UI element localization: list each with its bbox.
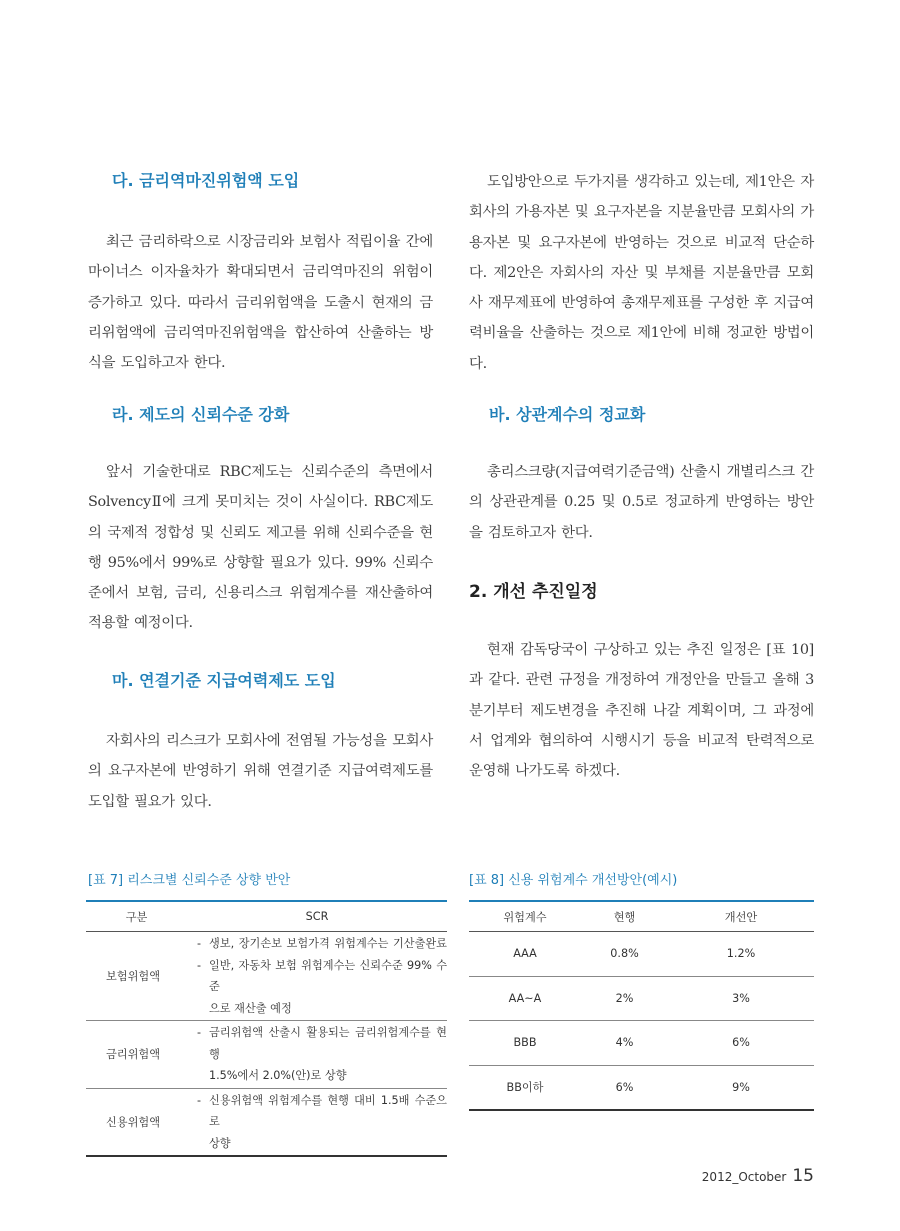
table8-improved-cell: 9% <box>732 1080 750 1094</box>
table7-item-continuation: 1.5%에서 2.0%(안)로 상향 <box>209 1069 347 1082</box>
table7-scr-item <box>197 955 447 1020</box>
table7-header-scr: SCR <box>187 901 447 932</box>
table8-coefficient-cell: AAA <box>469 932 581 977</box>
section-2-body: 현재 감독당국이 구상하고 있는 추진 일정은 [표 10]과 같다. 관련 규정을 개정하여 개정안을 만들고 올해 3분기부터 제도변경을 추진해 나갈 계획이며, 그 과정에서 업계와 협의하여 시행시기 등을 비교적 탄력적으로 운영해 나가도록 하겠다. <box>469 642 814 780</box>
table7-scr-cell <box>187 1088 447 1156</box>
table8-caption: [표 8] 신용 위험계수 개선방안(예시) <box>469 873 678 888</box>
table8-row <box>469 1021 814 1066</box>
footer-issue-label: 2012_October <box>701 1170 787 1184</box>
table7-item-text <box>209 933 447 955</box>
table7-header-category: 구분 <box>86 901 187 932</box>
intro-body: 도입방안으로 두가지를 생각하고 있는데, 제1안은 자회사의 가용자본 및 요구자본을 지분율만큼 모회사의 가용자본 및 요구자본에 반영하는 것으로 비교적 단순하다. 제2안은 자회사의 자산 및 부채를 지분율만큼 모회사 재무제표에 반영하여 총재무제표를 구성한 후 지급여력비율을 산출하는 것으로 제1안에 비해 정교한 방법이다. <box>469 174 814 372</box>
table8-improved-cell: 3% <box>668 976 814 1021</box>
table7-item-line: 신용위험액 위험계수를 현행 대비 1.5배 수준으로 <box>209 1093 447 1128</box>
table7-header-row <box>86 901 447 932</box>
table7-item-line: 일반, 자동차 보험 위험계수는 신뢰수준 99% 수준 <box>209 958 447 993</box>
table8-coefficient-cell: BBB <box>469 1021 581 1066</box>
table7-item-continuation: 상향 <box>209 1136 231 1150</box>
table7-scr-cell <box>187 1021 447 1089</box>
page-number: 15 <box>792 1166 814 1186</box>
table7 <box>86 900 447 1157</box>
section-ma-body: 자회사의 리스크가 모회사에 전염될 가능성을 모회사의 요구자본에 반영하기 위해 연결기준 지급여력제도를 도입할 필요가 있다. <box>88 733 433 810</box>
table8-header-current: 현행 <box>581 901 668 932</box>
section-ma-title: 마. 연결기준 지급여력제도 도입 <box>112 671 336 690</box>
table7-item-continuation: 으로 재산출 예정 <box>209 1001 292 1015</box>
table8-row <box>469 1065 814 1110</box>
table7-item-dash: - <box>197 1026 202 1039</box>
table7-item-text <box>209 1090 447 1155</box>
table7-scr-item <box>197 1090 447 1155</box>
section-ra-body: 앞서 기술한대로 RBC제도는 신뢰수준의 측면에서 SolvencyⅡ에 크게 못미치는 것이 사실이다. RBC제도의 국제적 정합성 및 신뢰도 제고를 위해 신뢰수준을 현행 95%에서 99%로 상향할 필요가 있다. 99% 신뢰수준에서 보험, 금리, 신용리스크 위험계수를 재산출하여 적용할 예정이다. <box>88 464 433 632</box>
table7-category-cell: 금리위험액 <box>86 1021 187 1089</box>
table8-row <box>469 932 814 977</box>
table8 <box>469 900 814 1111</box>
table8-improved-cell: 1.2% <box>668 932 814 977</box>
table7-caption: [표 7] 리스크별 신뢰수준 상향 반안 <box>88 873 291 888</box>
table8-current-cell: 6% <box>615 1080 634 1094</box>
table8-current-cell: 0.8% <box>581 932 668 977</box>
table7-item-text <box>209 1022 447 1087</box>
table7-item-dash: - <box>197 958 202 972</box>
table8-header-row <box>469 901 814 932</box>
section-da-title: 다. 금리역마진위험액 도입 <box>112 171 300 190</box>
section-ba-title: 바. 상관계수의 정교화 <box>489 405 646 424</box>
table7-category-cell: 보험위험액 <box>86 932 187 1021</box>
table7-scr-item <box>197 933 447 955</box>
table7-category-cell: 신용위험액 <box>105 1115 161 1129</box>
table8-current-cell: 4% <box>581 1021 668 1066</box>
table8-current-cell: 2% <box>581 976 668 1021</box>
table8-coefficient-cell: AA~A <box>469 976 581 1021</box>
table8-header-coefficient: 위험계수 <box>469 901 581 932</box>
section-ra-title: 라. 제도의 신뢰수준 강화 <box>112 405 290 424</box>
table7-row <box>86 932 447 1021</box>
page-footer <box>702 1166 814 1186</box>
section-ba-body: 총리스크량(지급여력기준금액) 산출시 개별리스크 간의 상관관계를 0.25 및 0.5로 정교하게 반영하는 방안을 검토하고자 한다. <box>469 464 814 541</box>
table7-item-dash: - <box>197 1093 202 1107</box>
table7-item-text <box>209 955 447 1020</box>
table7-scr-cell <box>187 932 447 1021</box>
table8-header-improved: 개선안 <box>668 901 814 932</box>
table8-improved-cell: 6% <box>668 1021 814 1066</box>
table8-coefficient-cell: BB이하 <box>506 1081 544 1095</box>
table7-row <box>86 1021 447 1089</box>
table7-item-line: 생보, 장기손보 보험가격 위험계수는 기산출완료 <box>209 937 447 950</box>
section-da-body: 최근 금리하락으로 시장금리와 보험사 적립이율 간에 마이너스 이자율차가 확대되면서 금리역마진의 위험이 증가하고 있다. 따라서 금리위험액을 도출시 현재의 금리위험액에 금리역마진위험액을 합산하여 산출하는 방식을 도입하고자 한다. <box>88 234 433 372</box>
table7-row <box>86 1088 447 1156</box>
section-2-title: 2. 개선 추진일정 <box>469 582 598 602</box>
table7-scr-item <box>197 1022 447 1087</box>
table7-item-line: 금리위험액 산출시 활용되는 금리위험계수를 현행 <box>209 1026 447 1061</box>
table7-item-dash: - <box>197 937 202 950</box>
table8-row <box>469 976 814 1021</box>
